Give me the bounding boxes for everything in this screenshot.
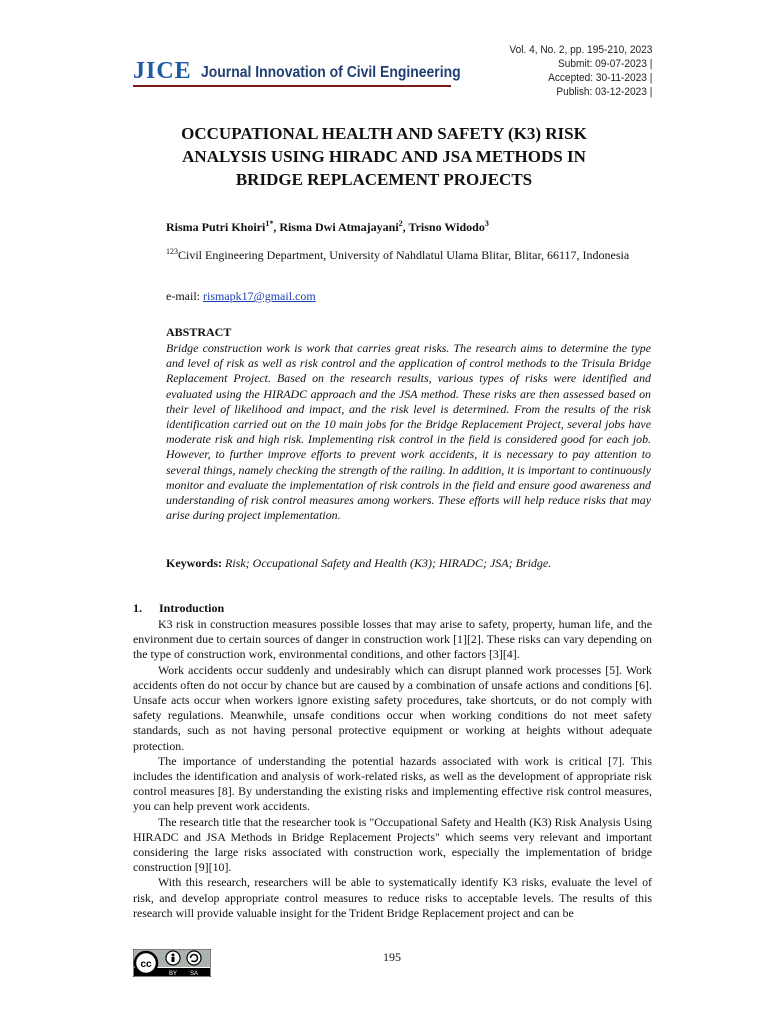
abstract-text: Bridge construction work is work that carries great risks. The research aims to determine the type and level of risk as well as risk control and the application of control methods to the Trisula Bridge Replacement Project. Based on the research results, various types of risks were identified and evaluated using the HIRADC approach and the JSA method. These risks are then assessed based on their level of likelihood and impact, and the risk level is determined. From the results of the risk identification carried out on the 10 main jobs for the Bridge Replacement Project, several jobs have moderate risk and high risk. Implementing risk control in the field is considered good for each job. However, to further improve efforts to prevent work accidents, it is necessary to pay attention to several things, namely checking the strength of the railing. In addition, it is important to continuously monitor and evaluate the implementation of risk controls in the field and ensure good awareness and understanding of risk control measures among workers. These efforts will help reduce risks that may arise during project implementation. xyxy=(166,341,651,523)
author-name: Risma Putri Khoiri xyxy=(166,220,266,234)
author-affil-sup: 2 xyxy=(398,219,403,228)
header-rule xyxy=(133,85,451,87)
author-name: Risma Dwi Atmajayani xyxy=(279,220,399,234)
email-line xyxy=(166,289,316,304)
abstract-heading: ABSTRACT xyxy=(166,325,232,339)
keywords-value: Risk; Occupational Safety and Health (K3); HIRADC; JSA; Bridge. xyxy=(225,556,552,570)
journal-name: Journal Innovation of Civil Engineering xyxy=(201,64,461,81)
publish-date: Publish: 03-12-2023 | xyxy=(555,86,652,98)
page-number: 195 xyxy=(383,950,401,964)
journal-logo-abbr: JICE xyxy=(133,58,192,84)
author-affil-sup: 1* xyxy=(265,219,274,228)
intro-body xyxy=(133,617,652,921)
submit-date: Submit: 09-07-2023 | xyxy=(557,58,652,70)
cc-by-sa-icon xyxy=(133,949,211,977)
title-line: ANALYSIS USING HIRADC AND JSA METHODS IN xyxy=(182,147,586,166)
title-line: BRIDGE REPLACEMENT PROJECTS xyxy=(235,170,533,189)
affiliation xyxy=(166,243,636,264)
section-title: Introduction xyxy=(159,601,225,615)
author-separator: , xyxy=(273,220,280,234)
section-heading xyxy=(133,601,224,616)
keywords-label: Keywords: xyxy=(166,556,222,570)
sa-icon xyxy=(187,951,201,965)
svg-text:cc: cc xyxy=(140,959,152,970)
paragraph: Work accidents occur suddenly and undesirably which can disrupt planned work processes [5]. Work accidents often do not occur by chance but are caused by a combination of unsafe actions and conditions [6]. Unsafe acts occur when workers ignore existing safety procedures, take shortcuts, or do not comply with safety regulations. Meanwhile, unsafe conditions occur when working conditions do not meet safety standards, such as not having personal protective equipment or working at heights without adequate protection. xyxy=(133,662,652,753)
publication-meta xyxy=(497,43,652,99)
author-affil-sup: 3 xyxy=(484,219,489,228)
author-name: Trisno Widodo xyxy=(408,220,485,234)
license-by-label: BY xyxy=(168,971,178,977)
volume-info: Vol. 4, No. 2, pp. 195-210, 2023 xyxy=(509,44,652,56)
email-link[interactable]: rismapk17@gmail.com xyxy=(202,289,316,303)
paragraph: The importance of understanding the potential hazards associated with work is critical [7]. This includes the identification and analysis of work-related risks, as well as the development of appropriate risk control measures [8]. By understanding the existing risks and implementing effective risk control measures, you can help prevent work accidents. xyxy=(133,753,652,814)
email-label: e-mail: xyxy=(166,289,203,303)
author-list xyxy=(166,219,489,235)
journal-logo xyxy=(133,58,461,88)
affiliation-text: Civil Engineering Department, University of Nahdlatul Ulama Blitar, Blitar, 66117, Indonesia xyxy=(178,248,630,262)
keywords-line xyxy=(166,556,551,571)
paragraph: With this research, researchers will be able to systematically identify K3 risks, evaluate the level of risk, and develop appropriate control measures to reduce risks to acceptable levels. The results of this research will provide valuable insight for the Trident Bridge Replacement project and can be xyxy=(133,875,652,920)
accepted-date: Accepted: 30-11-2023 | xyxy=(547,72,652,84)
paragraph: The research title that the researcher took is "Occupational Safety and Health (K3) Risk Analysis Using HIRADC and JSA Methods in Bridge Replacement Projects" which seems very relevant and important considering the large risks associated with construction work, especially the implementation of bridge construction [9][10]. xyxy=(133,814,652,875)
section-number: 1. xyxy=(133,601,142,615)
affiliation-sup: 123 xyxy=(166,247,178,256)
paper-title xyxy=(140,122,628,191)
paragraph: K3 risk in construction measures possible losses that may arise to safety, property, human life, and the environment due to certain sources of danger in construction work [1][2]. These risks can vary depending on the type of construction work, environmental conditions, and other factors [3][4]. xyxy=(133,617,652,662)
license-sa-label: SA xyxy=(189,971,199,977)
title-line: OCCUPATIONAL HEALTH AND SAFETY (K3) RISK xyxy=(181,124,587,143)
author-separator: , xyxy=(402,220,409,234)
